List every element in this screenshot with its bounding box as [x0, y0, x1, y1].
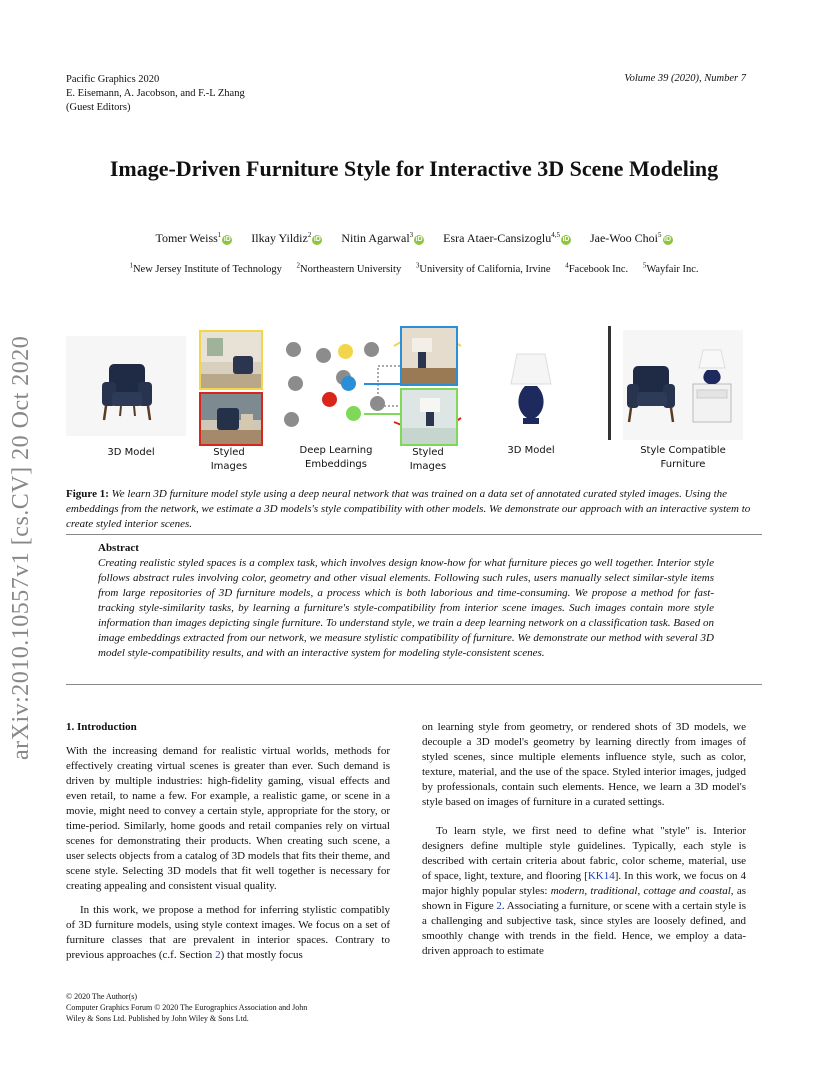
paper-title: Image-Driven Furniture Style for Interactive 3D Scene Modeling	[109, 156, 719, 181]
caption-label: Figure 1:	[66, 488, 109, 500]
lamp-render-image	[481, 330, 581, 440]
affiliation: $^2$Northeastern University	[296, 261, 402, 275]
chair-and-lamp-icon	[623, 330, 743, 440]
label-deep-learning-embeddings: Deep Learning Embeddings	[299, 445, 373, 470]
affiliation: $^1$New Jersey Institute of Technology	[129, 261, 282, 275]
paragraph: In this work, we propose a method for inferring stylistic compatibly of 3D furniture models, using style context images. We focus on a set of furniture classes that are prevalent in interior spaces. Contrary to previous approaches (c.f. Section 2) that mostly focus	[66, 904, 390, 961]
abstract-text: Creating realistic styled spaces is a complex task, which involves design know-how for what furniture pieces go well together. Interior style follows abstract rules involving color, geometry and other visual elements. Following such rules, users manually select similar-style items from large repositories of 3D furniture models, a process which is both laborious and time-consuming. We propose a method for fast-tracking style-similarity tasks, by learning a furniture's style-compatibility from interior scene images. Such images contain more style information than images depicting single furniture. To understand style, we train a deep learning network on a classification task. Based on image embeddings extracted from our network, we measure stylistic compatibility of furniture. We demonstrate our method with several 3D model style-compatibility results, and with an interactive system for modeling style-consistent scenes.	[98, 557, 714, 659]
embedding-dot	[288, 376, 303, 391]
compatible-furniture-image	[623, 330, 743, 440]
paragraph: To learn style, we first need to define what "style" is. Interior designers define multiple style guidelines. Typically, each style is described with certain criteria about fabric, color scheme, material, use of space, light, texture, and flooring [KK14]. In this work, we focus on 4 major highly popular styles: modern, traditional, cottage and coastal, as shown in Figure 2. Associating a furniture, or scene with a certain style is a challenging and subjective task, since styles are loosely defined, and smoothly change with trends in the field. Hence, we employ a data-driven approach to estimate	[422, 825, 747, 957]
paragraph: With the increasing demand for realistic virtual worlds, methods for effectively creating virtual scenes is greater than ever. Such demand is driven by multiple industries: high-fidelity gaming, visual effects and even retail, to name a few. For example, a realistic game, or scene in a movie, might need to convey a certain style, appropriate for the story, or time-period. Similarly, home goods and retail companies rely on virtual scenes for demonstrating their products. When creating such scene, a user selects objects from a catalog of 3D models that fits their theme, and scene style. Selecting 3D models that fit well together is necessary for creating appealing and consistent visual quality.	[66, 745, 390, 892]
abstract	[98, 541, 714, 661]
figure-reference-link[interactable]: 2	[496, 900, 502, 912]
lamp-scene-icon	[402, 390, 456, 444]
section-reference-link[interactable]: 2	[215, 949, 221, 961]
author: Jae-Woo Choi$^5$iD	[589, 231, 671, 245]
author: Nitin Agarwal$^3$iD	[341, 231, 423, 245]
label-3d-model-right: 3D Model	[507, 445, 555, 456]
author: Ilkay Yildiz$^2$iD	[251, 231, 321, 245]
volume-info: Volume 39 (2020), Number 7	[624, 73, 746, 84]
left-column	[66, 720, 390, 972]
figure-divider	[608, 326, 611, 440]
armchair-icon	[66, 336, 186, 436]
orcid-icon[interactable]: iD	[223, 236, 231, 243]
abstract-top-rule	[66, 534, 762, 535]
editors: E. Eisemann, A. Jacobson, and F.-L Zhang	[66, 88, 245, 99]
affiliation: $^5$Wayfair Inc.	[642, 261, 699, 275]
orcid-icon[interactable]: iD	[415, 236, 423, 243]
orcid-icon[interactable]: iD	[313, 236, 321, 243]
copyright-line: Wiley & Sons Ltd. Published by John Wiley & Sons Ltd.	[66, 1014, 249, 1023]
embedding-dot	[316, 348, 331, 363]
styled-image-green	[400, 388, 458, 446]
styled-image-blue	[400, 326, 458, 386]
label-3d-model-left: 3D Model	[107, 447, 155, 458]
figure-caption	[66, 487, 762, 532]
embedding-dot-blue	[341, 376, 356, 391]
figure-1	[66, 322, 762, 472]
embedding-dot	[286, 342, 301, 357]
embedding-dot-red	[322, 392, 337, 407]
arrow-connectors	[356, 352, 406, 432]
embedding-dot	[284, 412, 299, 427]
affiliation: $^3$University of California, Irvine	[415, 261, 551, 275]
orcid-icon[interactable]: iD	[664, 236, 671, 243]
embedding-dot-yellow	[338, 344, 353, 359]
section-heading-introduction: 1. Introduction	[66, 721, 137, 733]
right-column	[422, 720, 746, 968]
conference-name: Pacific Graphics 2020	[66, 74, 160, 85]
living-room-icon	[201, 394, 261, 444]
lamp-icon	[481, 330, 581, 440]
lamp-scene-icon	[402, 328, 456, 384]
styled-image-red	[199, 392, 263, 446]
abstract-heading: Abstract	[98, 542, 139, 554]
orcid-icon[interactable]: iD	[562, 236, 570, 243]
author: Tomer Weiss$^1$iD	[155, 231, 231, 245]
affiliation: $^4$Facebook Inc.	[565, 261, 629, 275]
affiliation-list	[0, 261, 828, 275]
paragraph: on learning style from geometry, or rendered shots of 3D models, we decouple a 3D model's geometry by learning directly from images of styled scenes, since multiple elements influence style, such as color, texture, material, and the use of the space. Styled interior images, judged by professionals, contain such elements. Hence, we learn a 3D model's style based on images of furniture in a curated settings.	[422, 721, 746, 808]
copyright-footer	[66, 991, 307, 1024]
label-styled-images-left: Styled Images	[210, 447, 248, 472]
author-list	[0, 231, 828, 246]
copyright-line: Computer Graphics Forum © 2020 The Eurographics Association and John	[66, 1003, 308, 1012]
author: Esra Ataer-Cansizoglu$^{4,5}$iD	[443, 231, 570, 245]
label-style-compatible: Style Compatible Furniture	[640, 445, 726, 470]
citation-link[interactable]: KK14	[587, 870, 615, 882]
chair-render-image	[66, 336, 186, 436]
guest-editors: (Guest Editors)	[66, 102, 131, 113]
running-header-left	[66, 73, 245, 115]
copyright-line: © 2020 The Author(s)	[66, 992, 138, 1001]
living-room-icon	[201, 332, 261, 388]
arxiv-stamp: arXiv:2010.10557v1 [cs.CV] 20 Oct 2020	[8, 335, 34, 760]
caption-text: We learn 3D furniture model style using a deep neural network that was trained on a data set of annotated curated styled images. Using the embeddings from the network, we estimate a 3D models's style compatibility with other models. We demonstrate our approach with an interactive system to create styled interior scenes.	[66, 488, 751, 530]
abstract-bottom-rule	[66, 684, 762, 685]
label-styled-images-right: Styled Images	[409, 447, 447, 472]
styled-image-yellow	[199, 330, 263, 390]
